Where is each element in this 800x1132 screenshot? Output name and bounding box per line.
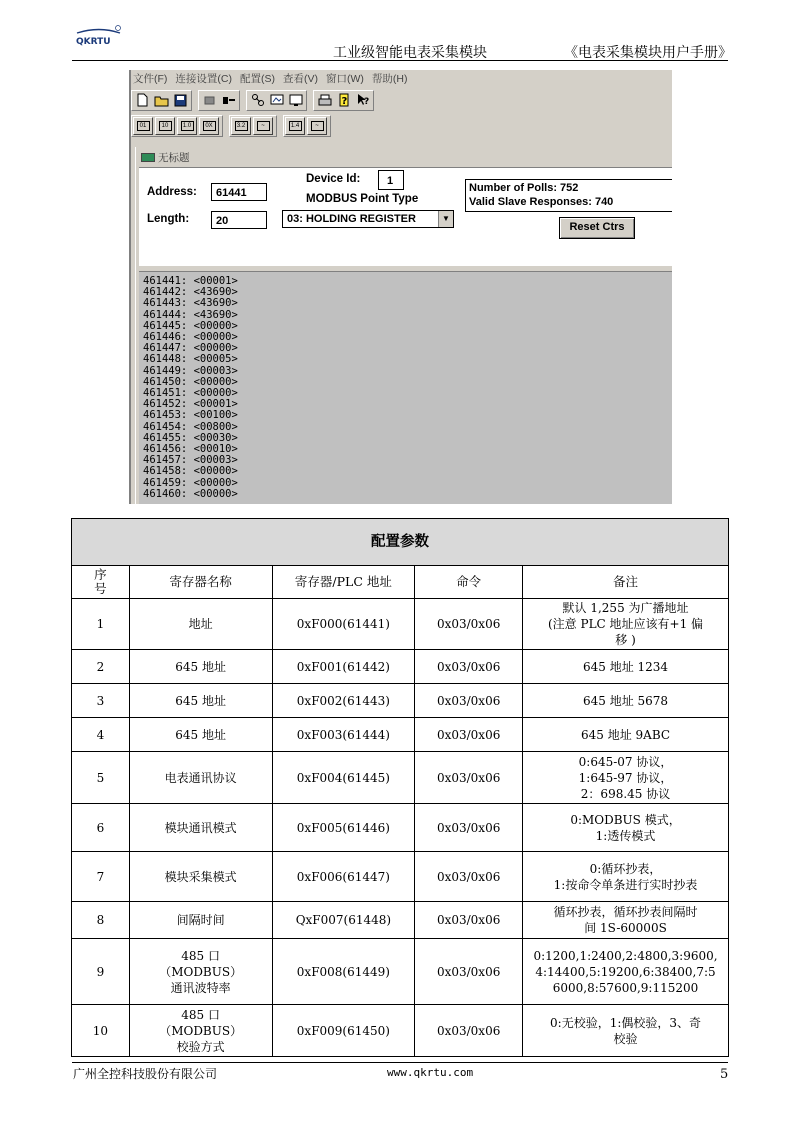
document-window [135, 147, 672, 504]
context-help-icon[interactable] [354, 92, 371, 109]
cell-name: 模块通讯模式 [129, 804, 272, 852]
table-row [72, 804, 729, 852]
register-row: 461442: <43690> [143, 286, 238, 299]
register-row: 461448: <00005> [143, 353, 238, 366]
company-name: 广州全控科技股份有限公司 [73, 1067, 218, 1081]
register-row: 461455: <00030> [143, 431, 238, 444]
integer-format-icon[interactable]: 1.0 [177, 117, 197, 135]
network-icon[interactable] [249, 92, 266, 109]
register-list [143, 276, 238, 500]
cell-note: 默认 1,255 为广播地址 (注意 PLC 地址应该有+1 偏 移 ) [523, 599, 729, 650]
cell-cmd: 0x03/0x06 [415, 684, 523, 718]
cell-addr: 0xF003(61444) [272, 718, 415, 752]
float-format-icon[interactable]: 3.2 [231, 117, 251, 135]
register-row: 461459: <00000> [143, 476, 238, 489]
cell-name: 485 口 （MODBUS） 通讯波特率 [129, 939, 272, 1005]
responses-count: Valid Slave Responses: 740 [469, 196, 614, 208]
header-note: 备注 [523, 566, 729, 599]
swap-format-icon[interactable]: 1.4 [285, 117, 305, 135]
cell-note: 0:645-07 协议， 1:645-97 协议， 2：698.45 协议 [523, 752, 729, 804]
table-row [72, 684, 729, 718]
cell-note: 0:循环抄表， 1:按命令单条进行实时抄表 [523, 852, 729, 902]
cell-name: 645 地址 [129, 650, 272, 684]
company-logo [74, 24, 124, 48]
cell-note: 循环抄表，循环抄表间隔时 间 1S-60000S [523, 902, 729, 939]
window-icon [141, 153, 155, 162]
open-folder-icon[interactable] [153, 92, 170, 109]
connect-icon[interactable] [201, 92, 218, 109]
menu-connection[interactable]: 连接设置(C) [175, 73, 232, 85]
cell-no: 10 [72, 1005, 130, 1057]
config-parameter-table [71, 518, 729, 1057]
register-row: 461457: <00003> [143, 454, 238, 467]
cell-name: 电表通讯协议 [129, 752, 272, 804]
point-type-value: 03: HOLDING REGISTER [287, 213, 416, 225]
table-row [72, 902, 729, 939]
menu-file[interactable]: 文件(F) [133, 73, 168, 85]
point-type-select[interactable] [282, 210, 454, 228]
svg-text:?: ? [363, 97, 369, 107]
cell-cmd: 0x03/0x06 [415, 650, 523, 684]
register-row: 461450: <00000> [143, 375, 238, 388]
cell-no: 7 [72, 852, 130, 902]
cell-no: 3 [72, 684, 130, 718]
display-format-toolbar [131, 115, 337, 137]
device-id-input[interactable]: 1 [378, 170, 404, 190]
menu-window[interactable]: 窗口(W) [326, 73, 364, 85]
cell-cmd: 0x03/0x06 [415, 599, 523, 650]
website: www.qkrtu.com [387, 1066, 474, 1079]
cell-cmd: 0x03/0x06 [415, 752, 523, 804]
cell-addr: 0xF004(61445) [272, 752, 415, 804]
table-row [72, 752, 729, 804]
cell-cmd: 0x03/0x06 [415, 718, 523, 752]
cell-note: 645 地址 1234 [523, 650, 729, 684]
register-row: 461451: <00000> [143, 387, 238, 400]
reset-counters-button[interactable]: Reset Ctrs [559, 217, 635, 239]
device-id-label: Device Id: [306, 173, 361, 185]
graph-format-icon[interactable]: ~ [307, 117, 327, 135]
cell-addr: 0xF001(61442) [272, 650, 415, 684]
header-rule [72, 60, 728, 61]
help-icon[interactable] [335, 92, 352, 109]
register-row: 461441: <00001> [143, 275, 238, 287]
register-row: 461444: <43690> [143, 308, 238, 321]
table-caption: 配置参数 [72, 519, 729, 566]
chart-format-icon[interactable]: ~ [253, 117, 273, 135]
register-row: 461458: <00000> [143, 465, 238, 478]
register-row: 461443: <43690> [143, 297, 238, 310]
display-icon[interactable] [268, 92, 285, 109]
menu-bar [133, 71, 415, 87]
register-row: 461446: <00000> [143, 331, 238, 344]
cell-addr: 0xF002(61443) [272, 684, 415, 718]
page-number: 5 [720, 1067, 729, 1082]
cell-no: 6 [72, 804, 130, 852]
cell-name: 地址 [129, 599, 272, 650]
table-row [72, 1005, 729, 1057]
manual-title: 《电表采集模块用户手册》 [564, 45, 732, 61]
point-type-label: MODBUS Point Type [306, 193, 419, 205]
cell-addr: 0xF006(61447) [272, 852, 415, 902]
binary-format-icon[interactable]: 01 [133, 117, 153, 135]
cell-name: 645 地址 [129, 718, 272, 752]
hex-format-icon[interactable]: 0X [199, 117, 219, 135]
cell-cmd: 0x03/0x06 [415, 939, 523, 1005]
cell-name: 645 地址 [129, 684, 272, 718]
svg-text:?: ? [341, 96, 347, 107]
table-row [72, 718, 729, 752]
main-toolbar [131, 89, 380, 111]
length-label: Length: [147, 213, 190, 225]
cell-no: 9 [72, 939, 130, 1005]
cell-no: 5 [72, 752, 130, 804]
table-row [72, 650, 729, 684]
cell-no: 4 [72, 718, 130, 752]
decimal-format-icon[interactable]: 10 [155, 117, 175, 135]
save-icon[interactable] [172, 92, 189, 109]
cell-note: 0:无校验，1:偶校验，3、奇 校验 [523, 1005, 729, 1057]
register-row: 461452: <00001> [143, 398, 238, 411]
cell-addr: 0xF000(61441) [272, 599, 415, 650]
header-command: 命令 [415, 566, 523, 599]
cell-cmd: 0x03/0x06 [415, 804, 523, 852]
poll-settings-panel [139, 167, 672, 266]
cell-note: 0:1200,1:2400,2:4800,3:9600, 4:14400,5:19200,6:38400,7:5 6000,8:57600,9:115200 [523, 939, 729, 1005]
menu-view[interactable]: 查看(V) [283, 73, 318, 85]
cell-name: 间隔时间 [129, 902, 272, 939]
cell-no: 1 [72, 599, 130, 650]
register-row: 461453: <00100> [143, 409, 238, 422]
print-icon[interactable] [316, 92, 333, 109]
header-address: 寄存器/PLC 地址 [272, 566, 415, 599]
table-row [72, 852, 729, 902]
cell-note: 645 地址 9ABC [523, 718, 729, 752]
cell-note: 0:MODBUS 模式， 1:透传模式 [523, 804, 729, 852]
footer-rule [72, 1062, 728, 1063]
menu-help[interactable]: 帮助(H) [371, 73, 408, 85]
cell-cmd: 0x03/0x06 [415, 852, 523, 902]
register-row: 461460: <00000> [143, 487, 238, 500]
menu-setup[interactable]: 配置(S) [240, 73, 275, 85]
header-no: 序号 [72, 566, 130, 599]
cell-no: 8 [72, 902, 130, 939]
modscan-screenshot [129, 70, 672, 504]
disconnect-icon[interactable] [220, 92, 237, 109]
monitor-icon[interactable] [287, 92, 304, 109]
register-row: 461456: <00010> [143, 443, 238, 456]
address-label: Address: [147, 186, 197, 198]
register-data-area [139, 271, 672, 504]
table-body [72, 599, 729, 1057]
chevron-down-icon[interactable]: ▼ [438, 211, 453, 227]
register-row: 461454: <00800> [143, 420, 238, 433]
table-row [72, 599, 729, 650]
cell-name: 模块采集模式 [129, 852, 272, 902]
poll-statistics [465, 179, 672, 212]
cell-name: 485 口 （MODBUS） 校验方式 [129, 1005, 272, 1057]
polls-count: Number of Polls: 752 [469, 182, 579, 194]
register-row: 461445: <00000> [143, 319, 238, 332]
cell-addr: 0xF009(61450) [272, 1005, 415, 1057]
table-row [72, 939, 729, 1005]
window-title: 无标题 [158, 152, 190, 164]
cell-no: 2 [72, 650, 130, 684]
cell-cmd: 0x03/0x06 [415, 902, 523, 939]
cell-cmd: 0x03/0x06 [415, 1005, 523, 1057]
length-input[interactable]: 20 [211, 211, 267, 229]
header-name: 寄存器名称 [129, 566, 272, 599]
cell-addr: 0xF008(61449) [272, 939, 415, 1005]
register-row: 461449: <00003> [143, 364, 238, 377]
cell-addr: 0xF005(61446) [272, 804, 415, 852]
address-input[interactable]: 61441 [211, 183, 267, 201]
window-titlebar [136, 147, 672, 165]
new-file-icon[interactable] [134, 92, 151, 109]
register-row: 461447: <00000> [143, 342, 238, 355]
cell-addr: QxF007(61448) [272, 902, 415, 939]
document-title: 工业级智能电表采集模块 [333, 45, 487, 61]
cell-note: 645 地址 5678 [523, 684, 729, 718]
svg-text:QKRTU: QKRTU [76, 37, 111, 47]
